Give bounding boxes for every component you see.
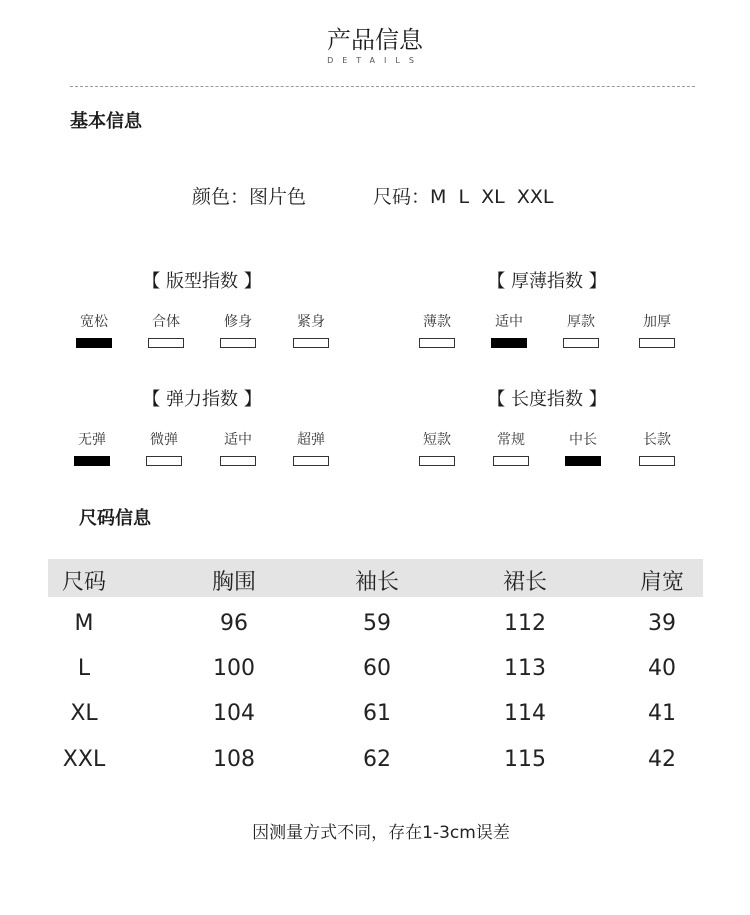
elasticity-option-medium: 适中	[208, 432, 268, 466]
option-box	[639, 338, 675, 348]
option-box	[563, 338, 599, 348]
elasticity-option-super: 超弹	[281, 432, 341, 466]
length-option-regular: 常规	[481, 432, 541, 466]
color-label: 颜色：	[192, 186, 250, 208]
option-box	[293, 456, 329, 466]
table-cell: 61	[363, 701, 391, 726]
measurement-note: 因测量方式不同，存在1-3cm误差	[252, 823, 510, 843]
dotted-divider	[70, 86, 695, 87]
table-cell: 60	[363, 656, 391, 681]
page-title: 产品信息	[327, 26, 423, 54]
table-cell: L	[77, 656, 91, 681]
size-label: 尺码：	[373, 186, 431, 208]
elasticity-option-none: 无弹	[62, 432, 122, 466]
fit-option-regular: 合体	[136, 314, 196, 348]
page-subtitle: DETAILS	[327, 56, 423, 65]
basic-info-heading: 基本信息	[70, 111, 142, 132]
thickness-option-thin: 薄款	[407, 314, 467, 348]
color-info	[192, 182, 306, 209]
table-cell: 42	[648, 747, 676, 772]
col-header-shoulder: 肩宽	[639, 570, 684, 595]
option-box	[220, 456, 256, 466]
option-box	[419, 456, 455, 466]
option-box	[493, 456, 529, 466]
table-cell: XL	[70, 701, 98, 726]
thickness-index-title: 【 厚薄指数 】	[487, 271, 607, 292]
length-option-short: 短款	[407, 432, 467, 466]
table-cell: XXL	[62, 747, 106, 772]
fit-index-title: 【 版型指数 】	[142, 271, 262, 292]
fit-option-slim: 修身	[208, 314, 268, 348]
length-option-mid: 中长	[553, 432, 613, 466]
table-cell: 115	[504, 747, 546, 772]
size-info	[373, 182, 553, 209]
option-box	[293, 338, 329, 348]
option-box	[74, 456, 110, 466]
col-header-bust: 胸围	[211, 570, 256, 595]
table-cell: 96	[220, 611, 248, 636]
table-cell: 114	[504, 701, 546, 726]
elasticity-index-title: 【 弹力指数 】	[142, 389, 262, 410]
option-box	[639, 456, 675, 466]
table-cell: 100	[213, 656, 255, 681]
table-cell: 59	[363, 611, 391, 636]
fit-option-loose: 宽松	[64, 314, 124, 348]
col-header-size: 尺码	[61, 570, 106, 595]
elasticity-option-slight: 微弹	[134, 432, 194, 466]
size-value: M L XL XXL	[430, 186, 554, 208]
color-value: 图片色	[249, 186, 307, 208]
table-cell: 113	[504, 656, 546, 681]
col-header-dress-length: 裙长	[502, 570, 547, 595]
thickness-option-extra-thick: 加厚	[627, 314, 687, 348]
table-cell: 39	[648, 611, 676, 636]
table-cell: 104	[213, 701, 255, 726]
table-cell: 41	[648, 701, 676, 726]
table-cell: 108	[213, 747, 255, 772]
col-header-sleeve: 袖长	[354, 570, 399, 595]
option-box	[491, 338, 527, 348]
option-box	[565, 456, 601, 466]
table-cell: 62	[363, 747, 391, 772]
table-cell: 40	[648, 656, 676, 681]
size-info-heading: 尺码信息	[79, 508, 151, 529]
table-cell: M	[74, 611, 94, 636]
length-option-long: 长款	[627, 432, 687, 466]
table-cell: 112	[504, 611, 546, 636]
option-box	[146, 456, 182, 466]
thickness-option-medium: 适中	[479, 314, 539, 348]
length-index-title: 【 长度指数 】	[487, 389, 607, 410]
thickness-option-thick: 厚款	[551, 314, 611, 348]
option-box	[419, 338, 455, 348]
option-box	[148, 338, 184, 348]
fit-option-tight: 紧身	[281, 314, 341, 348]
option-box	[76, 338, 112, 348]
option-box	[220, 338, 256, 348]
